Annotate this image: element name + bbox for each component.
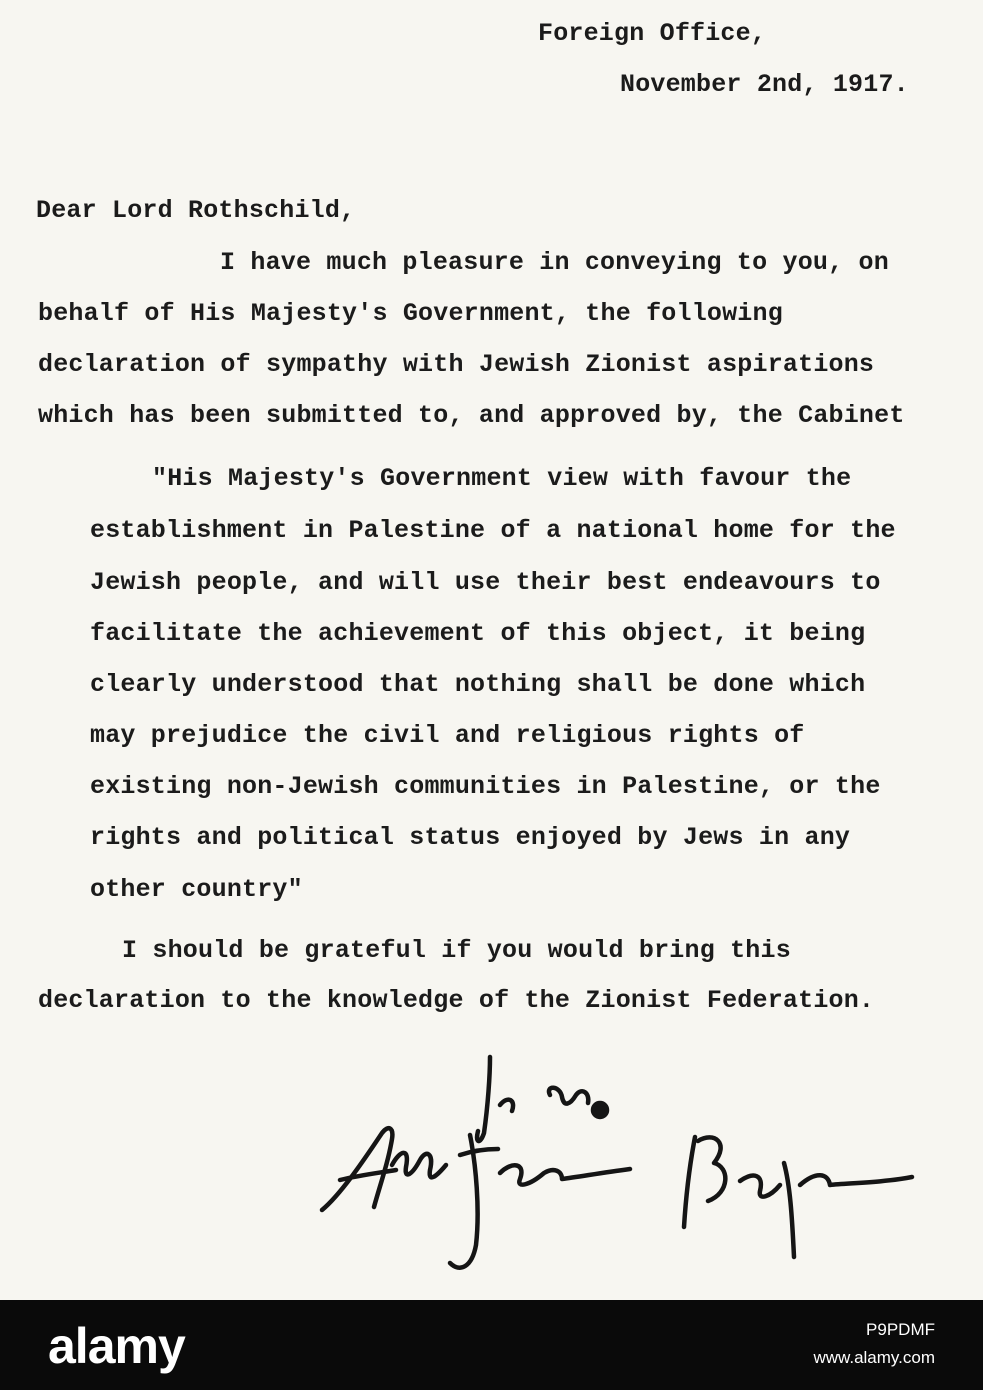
heading-date: November 2nd, 1917. <box>620 70 909 99</box>
watermark-footer <box>0 1300 983 1390</box>
closing-line: I should be grateful if you would bring this <box>122 936 791 965</box>
declaration-line: "His Majesty's Government view with favour the <box>152 464 852 493</box>
heading-office: Foreign Office, <box>538 19 767 48</box>
declaration-line: existing non-Jewish communities in Palestine, or the <box>90 772 881 801</box>
declaration-line: clearly understood that nothing shall be done which <box>90 670 866 699</box>
intro-line: which has been submitted to, and approved by, the Cabinet <box>38 401 905 430</box>
site-url: www.alamy.com <box>813 1348 935 1367</box>
declaration-line: establishment in Palestine of a national home for the <box>90 516 896 545</box>
declaration-line: rights and political status enjoyed by Jews in any <box>90 823 851 852</box>
declaration-line: other country" <box>90 875 303 904</box>
handwritten-signature <box>300 1045 940 1295</box>
declaration-line: Jewish people, and will use their best endeavours to <box>90 568 881 597</box>
stock-image-id: P9PDMF <box>866 1320 935 1339</box>
declaration-line: may prejudice the civil and religious rights of <box>90 721 805 750</box>
closing-line: declaration to the knowledge of the Zionist Federation. <box>38 986 875 1015</box>
intro-line: declaration of sympathy with Jewish Zionist aspirations <box>38 350 875 379</box>
declaration-line: facilitate the achievement of this object, it being <box>90 619 866 648</box>
brand-logo: alamy <box>48 1318 185 1374</box>
intro-line: I have much pleasure in conveying to you, on <box>220 248 889 277</box>
intro-line: behalf of His Majesty's Government, the following <box>38 299 783 328</box>
salutation: Dear Lord Rothschild, <box>36 196 356 225</box>
